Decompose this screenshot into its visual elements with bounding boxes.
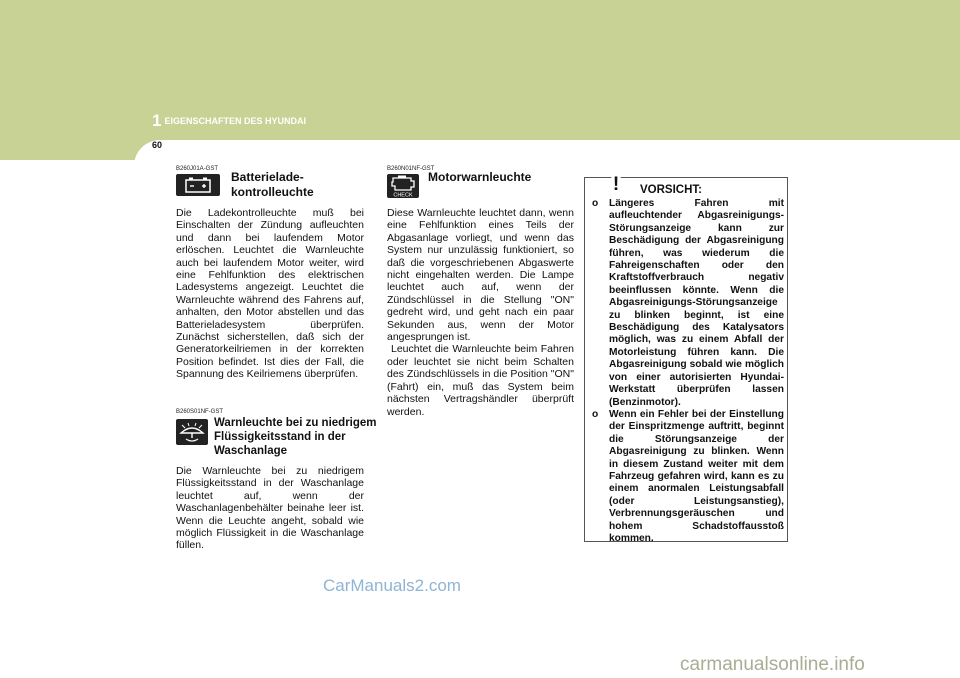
title-line: Flüssigkeitsstand in der	[214, 431, 346, 443]
body-paragraph: Die Warnleuchte bei zu niedrigem Flüssigkeitsstand in der Waschanlage leuchtet auf, wenn der Waschanlagenbehälter beinahe leer ist. Wenn die Leuchte angeht, sobald wie möglich Flüssigkeit in die Waschanlage füllen.	[176, 465, 364, 552]
caution-text: Längeres Fahren mit aufleuchtender Abgasreinigungs-Störungsanzeige kann zur Beschädigung der Abgasreinigung führen, was wiederum die Fahreigenschaften oder den Kraftstoffverbrauch negativ beeinflussen könnte. Wenn die Abgasreinigungs-Störungsanzeige zu blinken beginnt, ist eine Beschädigung des Katalysators möglich, was zu einem Abfall der Motorleistung führen kann. Die Abgasreinigung sobald wie möglich von einer autorisierten Hyundai-Werkstatt überprüfen lassen (Benzinmotor).	[609, 198, 784, 408]
caution-text: Wenn ein Fehler bei der Einstellung der Einspritzmenge auftritt, beginnt die Störungsanzeige der Abgasreinigung zu blinken. Wenn in diesem Zustand weiter mit dem Fahrzeug gefahren wird, kann es zu einem anormalen Leistungsabfall (oder Leistungsanstieg), Verbrennungsgeräuschen und hohem Schadstoffausstoß kommen.	[609, 408, 784, 544]
section-code: B260N01NF-GST	[387, 166, 435, 172]
title-line: Waschanlage	[214, 445, 288, 457]
body-paragraph: Diese Warnleuchte leuchtet dann, wenn eine Fehlfunktion eines Teils der Abgasanlage vorliegt, und wenn das System nur unzulässig funktioniert, so daß die vorgeschriebenen Abgaswerte nicht eingehalten werden. Die Lampe leuchtet auch auf, wenn der Zündschlüssel in die Stellung "ON" gedreht wird, und geht nach ein paar Sekunden aus, wenn der Motor angesprungen ist.	[387, 207, 574, 344]
caution-list	[592, 198, 784, 545]
section-title-engine	[428, 170, 531, 185]
check-label: CHECK	[393, 192, 413, 198]
warning-symbol: !	[612, 174, 620, 193]
check-engine-icon	[387, 174, 419, 198]
body-paragraph: Die Ladekontrolleuchte muß bei Einschalten der Zündung aufleuchten und dann bei laufendem Motor erlöschen. Leuchtet die Warnleuchte auch bei laufendem Motor weiter, wird eine Fehlfunktion des elektrischen Ladesystems angezeigt. Leuchtet die Warnleuchte während des Fahrens auf, anhalten, den Motor abstellen und das Batterieladesystem überprüfen. Zunächst sicherstellen, daß sich der Generatorkeilriemen in der korrekten Position befindet. Ist dies der Fall, die Spannung des Keilriemens überprüfen.	[176, 207, 364, 381]
body-paragraph: Leuchtet die Warnleuchte beim Fahren oder leuchtet sie nicht beim Schalten des Zündschlüssels in die Position "ON" (Fahrt) ein, muß das System beim nächsten Vertragshändler überprüft werden.	[387, 343, 574, 418]
title-line: Warnleuchte bei zu niedrigem	[214, 417, 377, 429]
footer-watermark[interactable]: carmanualsonline.info	[680, 654, 865, 675]
section-body-washer	[176, 465, 364, 552]
washer-fluid-icon	[176, 419, 208, 445]
chapter-title: EIGENSCHAFTEN DES HYUNDAI	[164, 116, 306, 126]
caution-title: VORSICHT:	[640, 184, 702, 196]
header-band	[0, 0, 960, 140]
section-title-battery	[231, 170, 314, 200]
section-body-engine	[387, 207, 574, 418]
warning-triangle-icon	[603, 169, 629, 193]
chapter-number: 1	[152, 111, 162, 130]
page-number: 60	[152, 140, 163, 150]
section-title-washer	[214, 416, 377, 458]
title-line: Motorwarnleuchte	[428, 170, 532, 184]
title-line: Batterielade-	[231, 170, 304, 184]
list-item	[592, 198, 784, 409]
bullet: o	[592, 408, 599, 420]
chapter-header	[152, 111, 306, 131]
battery-icon	[176, 174, 220, 196]
list-item	[592, 409, 784, 545]
section-code: B260J01A-GST	[176, 166, 219, 172]
watermark-link[interactable]: CarManuals2.com	[323, 576, 461, 595]
bullet: o	[592, 198, 599, 209]
section-body-battery	[176, 207, 364, 381]
title-line: kontrolleuchte	[231, 185, 314, 199]
section-code: B260S01NF-GST	[176, 409, 224, 415]
